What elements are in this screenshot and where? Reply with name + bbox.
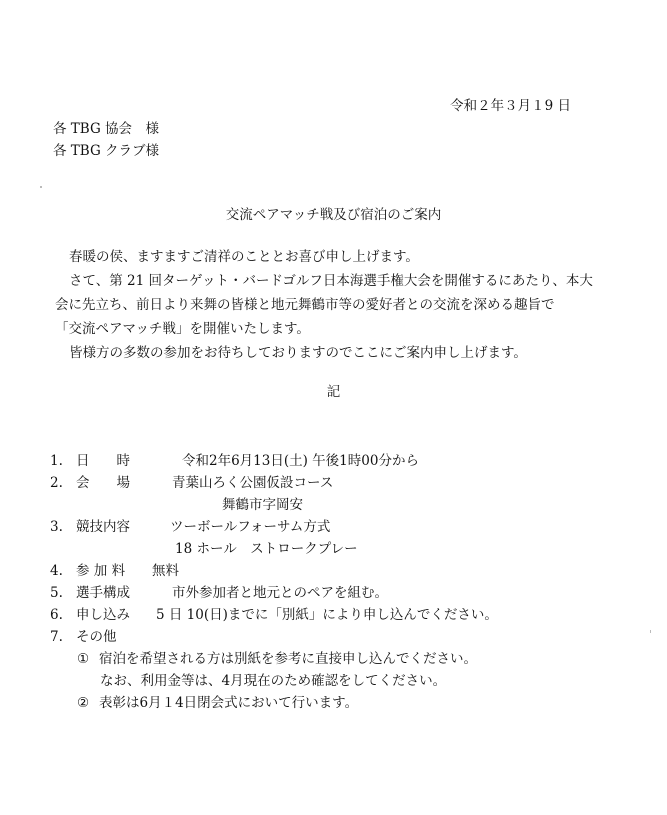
sub-item-accommodation xyxy=(77,650,477,668)
greeting-paragraph: 春暖の侯、ますますご清祥のこととお喜び申し上げます。 xyxy=(69,249,419,265)
ki-heading: 記 xyxy=(326,384,341,400)
body-paragraph-line-1: さて、第 21 回ターゲット・バードゴルフ日本海選手権大会を開催するにあたり、本大 xyxy=(69,273,593,289)
item-value: 5 日 10(日)までに「別紙」により申し込んでください。 xyxy=(156,607,498,623)
item-label: 申し込み xyxy=(76,607,130,623)
circled-number: ② xyxy=(77,695,90,711)
item-venue-address: 舞鶴市字岡安 xyxy=(222,497,303,513)
item-team-composition xyxy=(50,584,388,602)
sub-item-award xyxy=(77,694,358,712)
circled-number: ① xyxy=(77,651,90,667)
item-fee xyxy=(50,562,179,580)
document-title: 交流ペアマッチ戦及び宿泊のご案内 xyxy=(225,207,442,223)
item-competition-detail: 18 ホール ストロークプレー xyxy=(175,541,358,557)
scan-speck xyxy=(40,186,42,188)
item-value: 令和2年6月13日(土) 午後1時00分から xyxy=(182,453,419,469)
item-label: 日 時 xyxy=(76,453,130,469)
item-value: 市外参加者と地元とのペアを組む。 xyxy=(172,585,388,601)
item-number: 6. xyxy=(50,607,63,623)
item-application xyxy=(50,606,498,624)
item-value: ツーボールフォーサム方式 xyxy=(170,519,331,535)
item-number: 1. xyxy=(50,453,63,469)
sub-item-text: 表彰は6月１4日閉会式において行います。 xyxy=(99,695,359,711)
item-competition xyxy=(50,518,330,536)
item-value: 無料 xyxy=(152,563,179,579)
body-paragraph-line-2: 会に先立ち、前日より来舞の皆様と地元舞鶴市等の愛好者との交流を深める趣旨で xyxy=(55,297,555,313)
item-number: 3. xyxy=(50,519,63,535)
document-date: 令和２年３月１9 日 xyxy=(450,98,571,114)
item-number: 5. xyxy=(50,585,63,601)
item-other xyxy=(50,628,117,646)
body-paragraph-line-3: 「交流ペアマッチ戦」を開催いたします。 xyxy=(55,321,310,337)
item-label: 参 加 料 xyxy=(76,563,126,579)
item-label: 会 場 xyxy=(76,475,130,491)
item-number: 4. xyxy=(50,563,63,579)
item-number: 2. xyxy=(50,475,63,491)
closing-paragraph: 皆様方の多数の参加をお待ちしておりますのでここにご案内申し上げます。 xyxy=(69,345,527,361)
addressee-association: 各 TBG 協会 様 xyxy=(53,121,160,137)
item-number: 7. xyxy=(50,629,63,645)
item-label: 選手構成 xyxy=(76,585,130,601)
sub-item-text: 宿泊を希望される方は別紙を参考に直接申し込んでください。 xyxy=(99,651,477,667)
scan-speck xyxy=(650,630,651,633)
sub-item-accommodation-note: なお、利用金等は、4月現在のため確認をしてください。 xyxy=(100,673,447,689)
item-label: その他 xyxy=(76,629,117,645)
addressee-club: 各 TBG クラブ様 xyxy=(53,143,160,159)
item-venue xyxy=(50,474,333,492)
item-label: 競技内容 xyxy=(76,519,130,535)
item-value: 青葉山ろく公園仮設コース xyxy=(172,475,334,491)
item-date-time xyxy=(50,452,419,470)
